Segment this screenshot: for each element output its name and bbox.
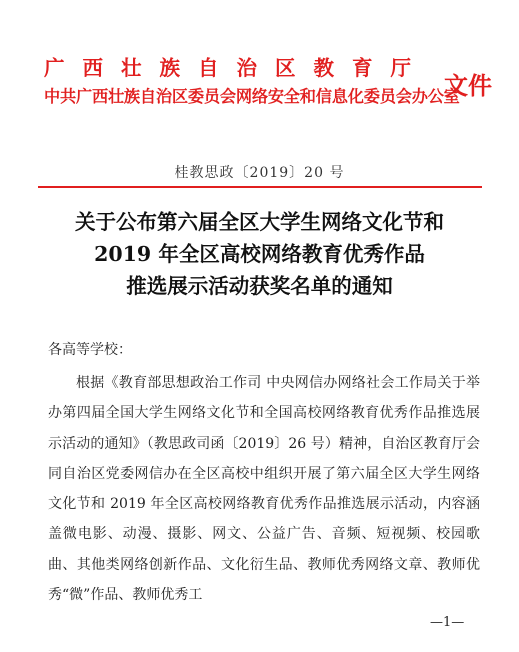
salutation: 各高等学校：	[48, 342, 132, 358]
issuing-authorities	[44, 56, 460, 108]
page-number: —1—	[430, 615, 465, 630]
red-divider-line	[38, 186, 482, 188]
body-paragraph: 根据《教育部思想政治工作司 中央网信办网络社会工作局关于举办第四届全国大学生网络文化节和全国高校网络教育优秀作品推选展示活动的通知》（教思政司函〔2019〕26 号）精神，自治区教育厅会同自治区党委网信办在全区高校中组织开展了第六届全区大学生网络文化节和 2019 年全区高校网络教育优秀作品推选展示活动，内容涵盖微电影、动漫、摄影、网文、公益广告、音频、短视频、校园歌曲、其他类网络创新作品、文化衍生品、教师优秀网络文章、教师优秀“微”作品、教师优秀工	[48, 375, 480, 604]
document-type-label: 文件	[444, 71, 492, 100]
title-line-3: 推选展示活动获奖名单的通知	[126, 274, 393, 298]
notice-title	[0, 206, 519, 302]
title-line-2: 2019 年全区高校网络教育优秀作品	[94, 242, 425, 266]
document-number: 桂教思政〔2019〕20 号	[174, 165, 345, 181]
issuer-cyberspace-office: 中共广西壮族自治区委员会网络安全和信息化委员会办公室	[44, 87, 460, 106]
title-line-1: 关于公布第六届全区大学生网络文化节和	[75, 210, 444, 234]
issuer-education-department: 广西壮族自治区教育厅	[44, 56, 429, 80]
